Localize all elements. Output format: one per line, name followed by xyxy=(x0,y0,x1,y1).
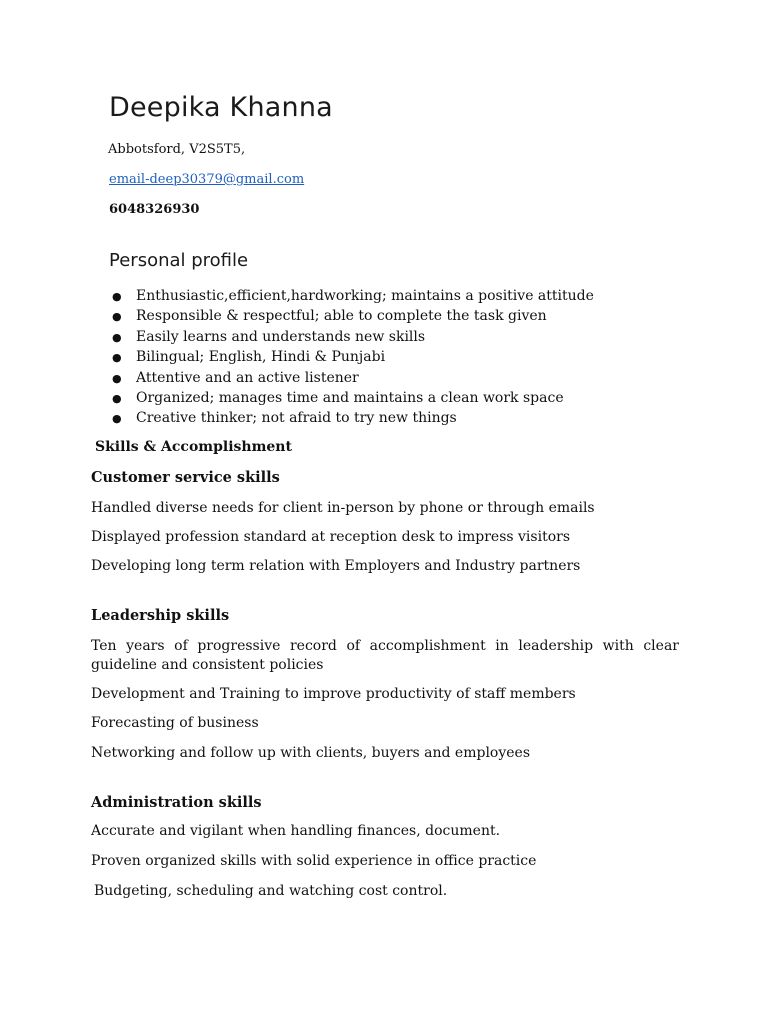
leadership-item: Networking and follow up with clients, buyers and employees xyxy=(91,745,531,761)
list-item xyxy=(112,306,594,326)
bullet-icon: ● xyxy=(112,290,122,303)
phone-number: 6048326930 xyxy=(109,202,200,217)
list-item-text: Organized; manages time and maintains a clean work space xyxy=(136,389,564,406)
leadership-heading: Leadership skills xyxy=(91,607,230,624)
list-item-text: Creative thinker; not afraid to try new things xyxy=(136,410,457,427)
customer-service-item: Developing long term relation with Employers and Industry partners xyxy=(91,558,581,574)
leadership-item: Development and Training to improve productivity of staff members xyxy=(91,686,576,702)
list-item xyxy=(112,347,594,367)
personal-profile-list xyxy=(112,286,594,429)
bullet-icon: ● xyxy=(112,371,122,385)
list-item-text: Easily learns and understands new skills xyxy=(136,328,426,345)
customer-service-heading: Customer service skills xyxy=(91,469,280,486)
bullet-icon: ● xyxy=(112,412,122,426)
customer-service-item: Displayed profession standard at reception desk to impress visitors xyxy=(91,529,571,545)
list-item xyxy=(112,327,594,347)
bullet-icon: ● xyxy=(112,391,122,405)
list-item xyxy=(112,408,594,428)
bullet-icon: ● xyxy=(112,351,122,365)
leadership-item: Ten years of progressive record of accomplishment in leadership with clear guideline and consistent policies xyxy=(91,638,679,673)
list-item xyxy=(112,388,594,408)
list-item-text: Responsible & respectful; able to complete the task given xyxy=(136,308,547,325)
bullet-icon: ● xyxy=(112,330,122,344)
list-item-text: Bilingual; English, Hindi & Punjabi xyxy=(136,349,386,366)
list-item-text: Attentive and an active listener xyxy=(136,369,359,386)
administration-item: Budgeting, scheduling and watching cost control. xyxy=(94,883,448,899)
list-item xyxy=(112,286,594,306)
candidate-name: Deepika Khanna xyxy=(109,92,333,123)
leadership-item: Forecasting of business xyxy=(91,715,259,731)
personal-profile-heading: Personal profile xyxy=(109,250,249,271)
address: Abbotsford, V2S5T5, xyxy=(108,142,246,157)
bullet-icon: ● xyxy=(112,310,122,324)
email-link[interactable]: email-deep30379@gmail.com xyxy=(109,172,305,187)
customer-service-item: Handled diverse needs for client in-person by phone or through emails xyxy=(91,500,595,516)
list-item xyxy=(112,368,594,388)
administration-item: Proven organized skills with solid experience in office practice xyxy=(91,853,537,869)
administration-item: Accurate and vigilant when handling finances, document. xyxy=(91,823,501,839)
administration-heading: Administration skills xyxy=(91,794,262,811)
skills-heading: Skills & Accomplishment xyxy=(95,439,292,455)
list-item-text: Enthusiastic,efficient,hardworking; maintains a positive attitude xyxy=(136,288,594,304)
